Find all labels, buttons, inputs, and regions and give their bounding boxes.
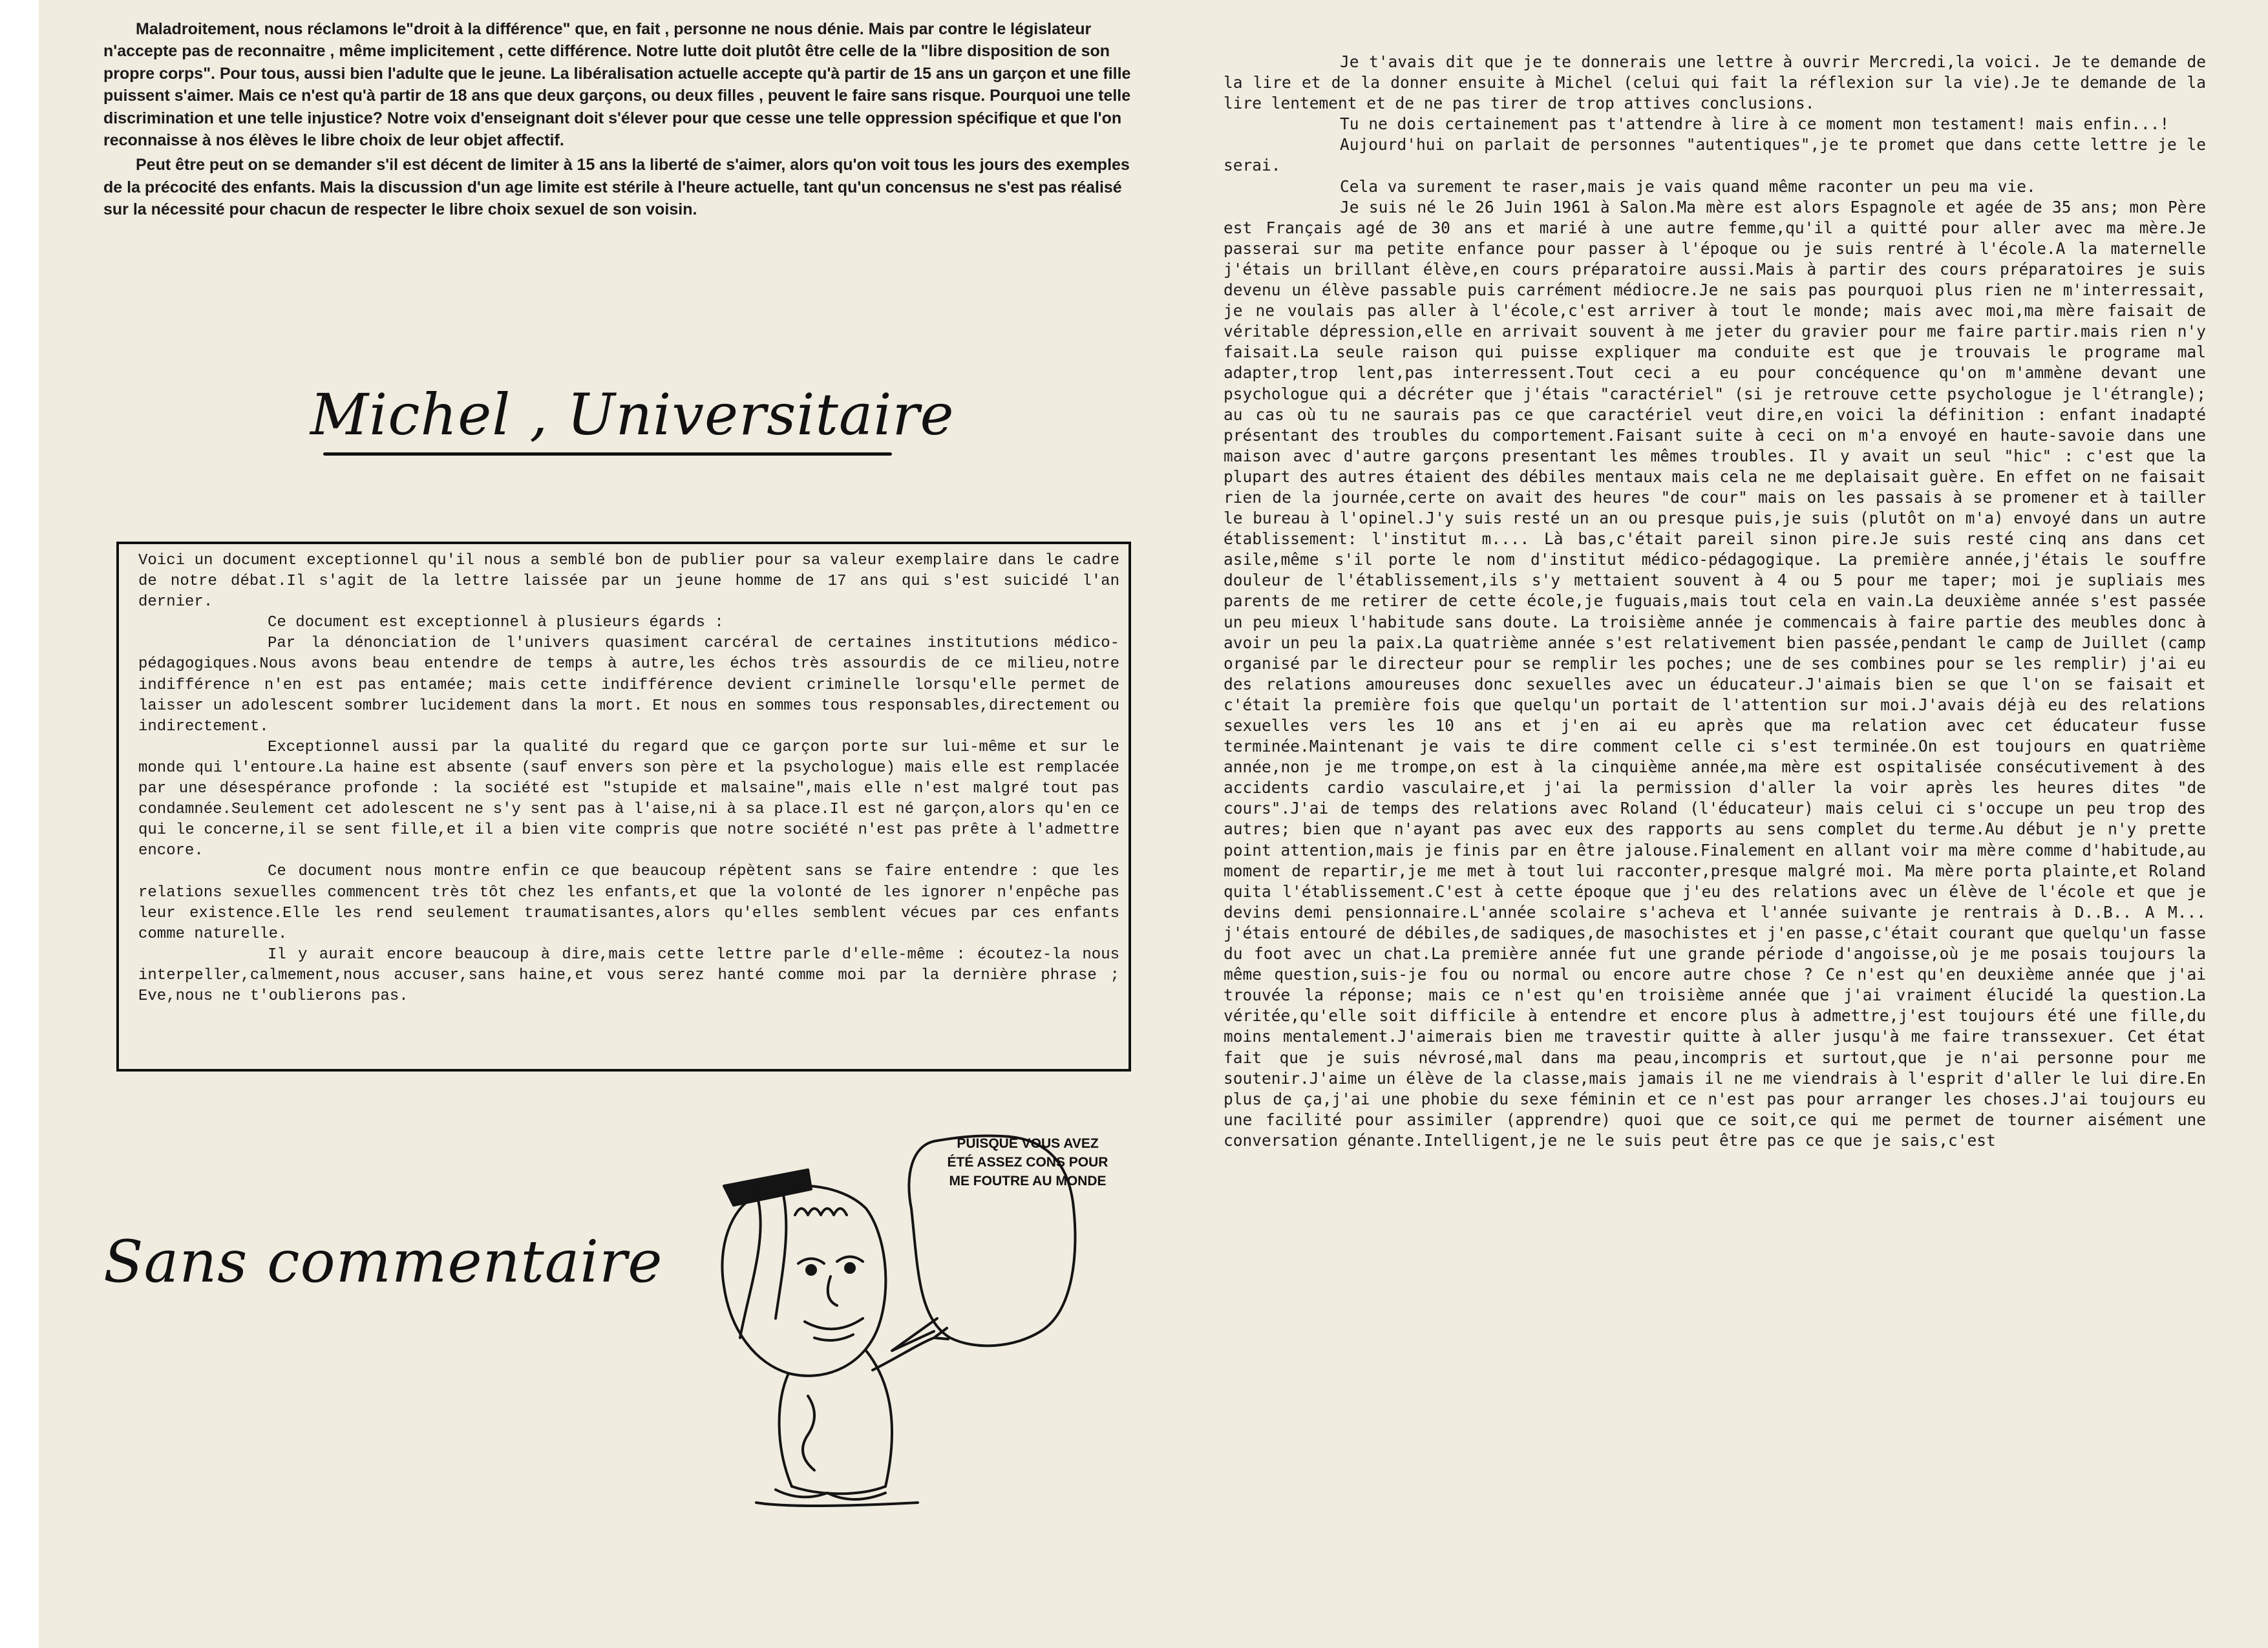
speech-bubble-text: PUISQUE VOUS AVEZ ÉTÉ ASSEZ CONS POUR ME FOUTRE AU MONDE — [947, 1136, 1108, 1188]
signature-michel: Michel , Universitaire — [310, 381, 955, 448]
letter-paragraph: Tu ne dois certainement pas t'attendre à lire à ce moment mon testament! mais enfin...! — [1340, 114, 2170, 134]
editorial-paragraph: Exceptionnel aussi par la qualité du regard que ce garçon porte sur lui-même et sur le monde qui l'entoure.La haine est absente (sauf envers son père et la psychologue) mais elle est remplacée par une désespérance profonde : la société est "stupide et malsaine",mais elle n'est malgré tout pas condamnée.Seulement cet adolescent ne s'y sent pas à l'aise,ni à sa place.Il est né garçon,alors qu'en ce qui le concerne,il se sent fille,et il a bien vite compris que notre société n'est pas prête à l'admettre encore. — [138, 738, 1119, 860]
letter-paragraph: Je t'avais dit que je te donnerais une lettre à ouvrir Mercredi,la voici. Je te demande de la lire et de la donner ensuite à Michel (celui qui fait la réflexion sur la vie).Je te demande de la lire lentement et de ne pas tirer de trop attives conclusions. — [1224, 52, 2206, 113]
intro-article — [103, 18, 1138, 221]
editorial-paragraph: Par la dénonciation de l'univers quasiment carcéral de certaines institutions médico-pédagogiques.Nous avons beau entendre de temps à autre,les échos très assourdis de ce milieu,notre indifférence n'en est pas entamée; mais cette indifférence devient criminelle lorsqu'elle permet de laisser un adolescent sombrer lucidement dans la mort. Et nous en sommes tous responsables,directement ou indirectement. — [138, 635, 1119, 735]
letter-paragraph: Aujourd'hui on parlait de personnes "autentiques",je te promet que dans cette lettre je le serai. — [1224, 135, 2206, 175]
letter-column — [1224, 52, 2206, 1151]
letter-paragraph: Je suis né le 26 Juin 1961 à Salon.Ma mère est alors Espagnole et agée de 35 ans; mon Père est Français agé de 30 ans et marié à une autre femme,qu'il a quitté pour aller avec ma mère.Je passerai sur ma petite enfance pour passer à l'époque ou je suis rentré à l'école.A la maternelle j'étais un brillant élève,en cours préparatoire aussi.Mais à partir des cours préparatoires je suis devenu un élève passable puis carrément médiocre.Je ne sais pas pourquoi plus rien ne m'interressait, je ne voulais pas aller à l'école,c'est arriver à tout le monde; mais avec moi,ma mère faisait de véritable dépression,elle en arrivait souvent à me jeter du gravier pour me faire partir.mais rien n'y faisait.La seule raison qui puisse expliquer ma conduite est que je trouvais le programe mal adapter,trop lent,pas interressent.Tout ceci a eu pour concéquence qu'on m'ammène devant une psychologue qui a décréter que j'étais "caractériel" (si je retrouve cette psychologue je l'étrangle); au cas où tu ne saurais pas ce que caractériel veut dire,en voici la définition : enfant inadapté présentant des troubles du comportement.Faisant suite à ceci on m'a envoyé en haute-savoie dans une maison avec d'autre garçons presentant les mêmes troubles. Il y avait un seul "hic" : c'est que la plupart des autres étaient des débiles mentaux mais cela ne me deplaisait guère. En effet on ne faisait rien de la journée,certe on avait des heures "de cour" mais on les passais à se promener et à tailler le bureau à l'opinel.J'y suis resté un an ou presque puis,je suis (plutôt on m'a) envoyé dans un autre établissement: l'institut m.... Là bas,c'était pareil sinon pire.Je suis resté cinq ans dans cet asile,même s'il porte le nom d'institut médico-pédagogique. La première année,j'étais le souffre douleur de l'établissement,ils s'y mettaient souvent à 4 ou 5 pour me taper; moi je supliais mes parents de me retirer de cette école,je fuguais,mais tout cela en vain.La deuxième année s'est passée un peu mieux l'habitude sans doute. La troisième année je commencais à faire partie des meubles donc à avoir un peu la paix.La quatrième année s'est relativement bien passée,pendant le camp de Juillet (camp organisé par le directeur pour se remplir les poches; une de ses combines pour se les remplir) j'ai eu des relations amoureuses donc sexuelles avec un éducateur.J'aimais bien se que l'on se faisait et c'était la première fois que quelqu'un portait de l'attention sur moi.J'avais déjà eu des relations sexuelles vers les 10 ans et j'en ai eu après que ma relation avec cet éducateur fusse terminée.Maintenant je vais te dire comment celle ci s'est terminée.On est toujours en quatrième année,non je me trompe,on est à la cinquième année,ma mère est ospitalisée consécutivement à des accidents cardio vasculaire,et j'ai la permission d'aller la voir après les heures dites "de cours".J'ai de temps des relations avec Roland (l'éducateur) mais celui ci s'occupe un peu trop des autres; bien que n'ayant pas avec eux des rapports au sens complet du terme.Au début je n'y prette point attention,mais je finis par en être jalouse.Finalement en allant voir ma mère comme d'habitude,au moment de repartir,je me met à tout lui racconter,presque malgré moi. Ma mère porta plainte,et Roland quita l'établissement.C'est à cette époque que j'eu des relations avec un élève de l'école et que je devins demi pensionnaire.L'année scolaire s'acheva et l'année suivante je rentrais à D..B.. A M... j'étais entouré de débiles,de sadiques,de masochistes et j'en passe,c'était courant que quelqu'un fasse du foot avec un chat.La première année fut une grande période d'angoisse,où je me posais toujours la même question,suis-je fou ou normal ou encore autre chose ? Ce n'est qu'en deuxième année que j'ai trouvée la réponse; mais ce n'est qu'en troisième année que j'ai vraiment élucidé la question.La véritée,qu'elle soit difficile à entendre et encore plus à admettre,j'est toujours été une fille,du moins mentalement.J'aimerais bien me travestir quitte à aller jusqu'à me faire transsexuer. Cet état fait que je suis névrosé,mal dans ma peau,incompris et surtout,que je n'ai personne pour me soutenir.J'aime un élève de la classe,mais jamais il ne me viendrais à l'esprit d'aller le lui dire.En plus de ça,j'ai une phobie du sexe féminin et ce n'est pas pour arranger les choses.J'ai toujours eu une facilité pour assimiler (apprendre) quoi que ce soit,ce qui me permet de tourner aisément une conversation génante.Intelligent,je ne le suis peut être pas ce que je sais,c'est — [1224, 197, 2206, 1150]
letter-paragraph: Cela va surement te raser,mais je vais quand même raconter un peu ma vie. — [1340, 176, 2036, 196]
signature-underline — [323, 452, 892, 456]
editorial-paragraph: Ce document est exceptionnel à plusieurs égards : — [268, 614, 724, 632]
document-page — [39, 0, 2268, 1648]
intro-paragraph-1: Maladroitement, nous réclamons le"droit à la différence" que, en fait , personne ne nous dénie. Mais par contre le législateur n'accepte pas de reconnaitre , même implicitement , cette différence. Notre lutte doit plutôt être celle de la "libre disposition de son propre corps". Pour tous, aussi bien l'adulte que le jeune. La libéralisation actuelle accepte qu'à partir de 15 ans un garçon et une fille puissent s'aimer. Mais ce n'est qu'à partir de 18 ans que deux garçons, ou deux filles , peuvent le faire sans risque. Pourquoi une telle discrimination et une telle injustice? Notre voix d'enseignant doit s'élever pour que cesse une telle oppression spécifique et que l'on reconnaisse à nos élèves le libre choix de leur objet affectif. — [103, 20, 1131, 150]
intro-paragraph-2: Peut être peut on se demander s'il est décent de limiter à 15 ans la liberté de s'aimer, alors qu'on voit tous les jours des exemples de la précocité des enfants. Mais la discussion d'un age limite est stérile à l'heure actuelle, tant qu'un concensus ne s'est pas réalisé sur la nécessité pour chacun de respecter le libre choix sexuel de son voisin. — [103, 156, 1130, 219]
editorial-box — [116, 542, 1131, 1072]
editorial-paragraph: Voici un document exceptionnel qu'il nous a semblé bon de publier pour sa valeur exemplaire dans le cadre de notre débat.Il s'agit de la lettre laissée par un jeune homme de 17 ans qui s'est suicidé l'an dernier. — [138, 552, 1119, 611]
cartoon-head — [722, 1186, 885, 1376]
caption-sans-commentaire: Sans commentaire — [103, 1228, 663, 1296]
editorial-paragraph: Il y aurait encore beaucoup à dire,mais cette lettre parle d'elle-même : écoutez-la nous interpeller,calmement,nous accuser,sans haine,et vous serez hanté comme moi par la dernière phrase ; Eve,nous ne t'oublierons pas. — [138, 945, 1119, 1005]
editorial-paragraph: Ce document nous montre enfin ce que beaucoup répètent sans se faire entendre : que les relations sexuelles commencent très tôt chez les enfants,et que la volonté de les ignorer n'enpêche pas leur existence.Elle les rend seulement traumatisantes,alors qu'elles semblent vécues par ces enfants comme naturelle. — [138, 863, 1119, 943]
